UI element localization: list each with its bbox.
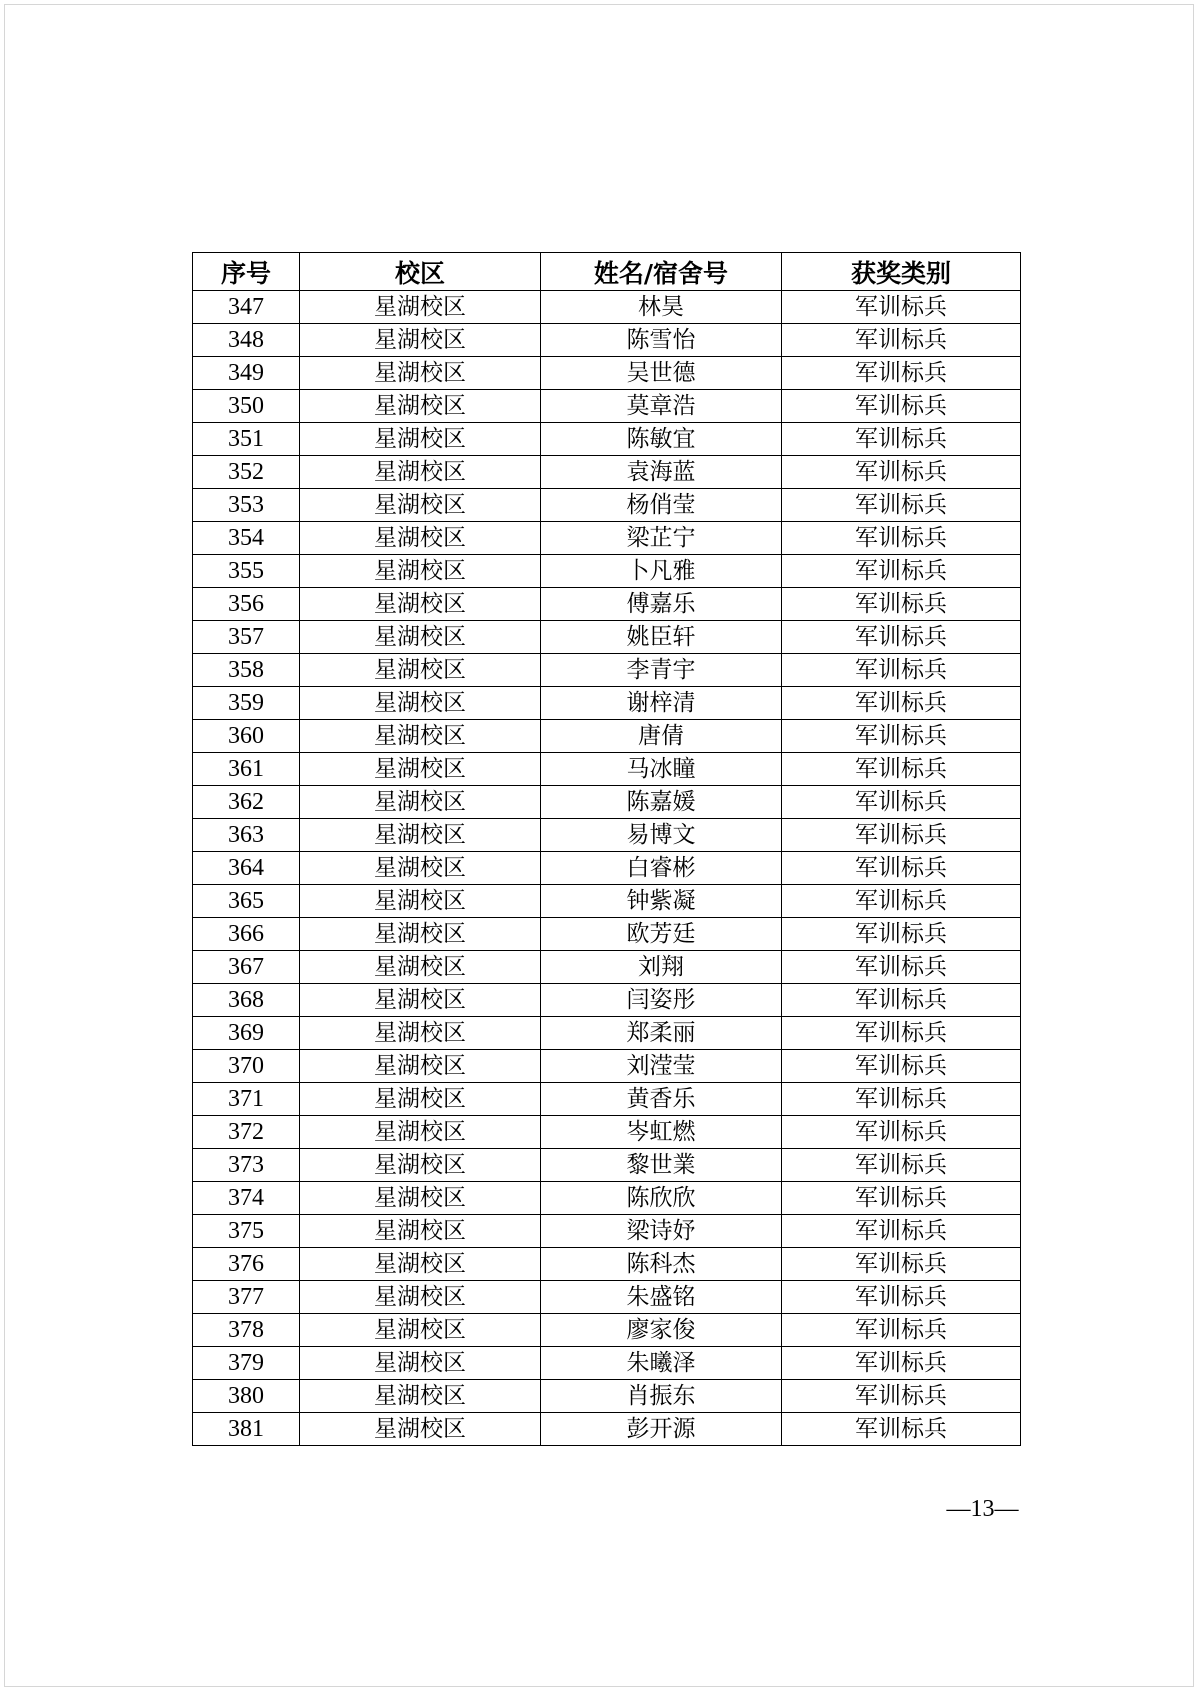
table-row xyxy=(193,885,1021,918)
cell-campus: 星湖校区 xyxy=(300,1413,541,1446)
table-row xyxy=(193,456,1021,489)
cell-campus: 星湖校区 xyxy=(300,786,541,819)
cell-award-category: 军训标兵 xyxy=(782,786,1021,819)
cell-campus: 星湖校区 xyxy=(300,852,541,885)
cell-campus: 星湖校区 xyxy=(300,555,541,588)
table-row xyxy=(193,1314,1021,1347)
cell-serial-number: 356 xyxy=(193,588,300,621)
cell-serial-number: 352 xyxy=(193,456,300,489)
award-table xyxy=(192,252,1021,1446)
cell-campus: 星湖校区 xyxy=(300,951,541,984)
cell-campus: 星湖校区 xyxy=(300,621,541,654)
cell-serial-number: 372 xyxy=(193,1116,300,1149)
table-row xyxy=(193,489,1021,522)
table-row xyxy=(193,324,1021,357)
cell-campus: 星湖校区 xyxy=(300,1149,541,1182)
table-row xyxy=(193,1116,1021,1149)
cell-serial-number: 351 xyxy=(193,423,300,456)
cell-campus: 星湖校区 xyxy=(300,1314,541,1347)
cell-award-category: 军训标兵 xyxy=(782,720,1021,753)
cell-award-category: 军训标兵 xyxy=(782,390,1021,423)
table-row xyxy=(193,654,1021,687)
cell-award-category: 军训标兵 xyxy=(782,324,1021,357)
cell-serial-number: 360 xyxy=(193,720,300,753)
cell-award-category: 军训标兵 xyxy=(782,753,1021,786)
cell-serial-number: 355 xyxy=(193,555,300,588)
cell-award-category: 军训标兵 xyxy=(782,1380,1021,1413)
cell-name: 刘翔 xyxy=(541,951,782,984)
cell-name: 林昊 xyxy=(541,291,782,324)
cell-name: 郑柔丽 xyxy=(541,1017,782,1050)
cell-name: 袁海蓝 xyxy=(541,456,782,489)
cell-name: 彭开源 xyxy=(541,1413,782,1446)
cell-name: 唐倩 xyxy=(541,720,782,753)
cell-serial-number: 367 xyxy=(193,951,300,984)
table-header-row xyxy=(193,253,1021,291)
cell-serial-number: 359 xyxy=(193,687,300,720)
table-row xyxy=(193,951,1021,984)
cell-serial-number: 364 xyxy=(193,852,300,885)
table-row xyxy=(193,918,1021,951)
cell-name: 朱曦泽 xyxy=(541,1347,782,1380)
cell-name: 莫章浩 xyxy=(541,390,782,423)
cell-name: 肖振东 xyxy=(541,1380,782,1413)
cell-serial-number: 361 xyxy=(193,753,300,786)
cell-award-category: 军训标兵 xyxy=(782,1083,1021,1116)
cell-award-category: 军训标兵 xyxy=(782,456,1021,489)
header-campus: 校区 xyxy=(300,253,541,291)
table-row xyxy=(193,390,1021,423)
cell-award-category: 军训标兵 xyxy=(782,1149,1021,1182)
cell-serial-number: 365 xyxy=(193,885,300,918)
cell-name: 陈欣欣 xyxy=(541,1182,782,1215)
cell-campus: 星湖校区 xyxy=(300,1050,541,1083)
table-row xyxy=(193,588,1021,621)
cell-campus: 星湖校区 xyxy=(300,1248,541,1281)
cell-award-category: 军训标兵 xyxy=(782,357,1021,390)
cell-serial-number: 379 xyxy=(193,1347,300,1380)
header-award-category: 获奖类别 xyxy=(782,253,1021,291)
cell-award-category: 军训标兵 xyxy=(782,1017,1021,1050)
cell-name: 李青宇 xyxy=(541,654,782,687)
cell-campus: 星湖校区 xyxy=(300,720,541,753)
cell-campus: 星湖校区 xyxy=(300,390,541,423)
cell-award-category: 军训标兵 xyxy=(782,1050,1021,1083)
cell-award-category: 军训标兵 xyxy=(782,951,1021,984)
cell-serial-number: 347 xyxy=(193,291,300,324)
cell-award-category: 军训标兵 xyxy=(782,819,1021,852)
cell-name: 谢梓清 xyxy=(541,687,782,720)
table-row xyxy=(193,1017,1021,1050)
table-row xyxy=(193,1281,1021,1314)
cell-campus: 星湖校区 xyxy=(300,489,541,522)
table-row xyxy=(193,1149,1021,1182)
page-number: —13— xyxy=(946,1496,1019,1522)
cell-name: 闫姿彤 xyxy=(541,984,782,1017)
cell-award-category: 军训标兵 xyxy=(782,885,1021,918)
cell-name: 马冰瞳 xyxy=(541,753,782,786)
cell-award-category: 军训标兵 xyxy=(782,687,1021,720)
table-row xyxy=(193,753,1021,786)
header-name-dorm: 姓名/宿舍号 xyxy=(541,253,782,291)
cell-campus: 星湖校区 xyxy=(300,984,541,1017)
cell-name: 陈雪怡 xyxy=(541,324,782,357)
cell-award-category: 军训标兵 xyxy=(782,489,1021,522)
cell-campus: 星湖校区 xyxy=(300,1380,541,1413)
cell-award-category: 军训标兵 xyxy=(782,1248,1021,1281)
cell-award-category: 军训标兵 xyxy=(782,1347,1021,1380)
cell-name: 卜凡雅 xyxy=(541,555,782,588)
cell-campus: 星湖校区 xyxy=(300,1347,541,1380)
cell-serial-number: 349 xyxy=(193,357,300,390)
cell-name: 陈嘉媛 xyxy=(541,786,782,819)
cell-serial-number: 375 xyxy=(193,1215,300,1248)
cell-award-category: 军训标兵 xyxy=(782,654,1021,687)
table-row xyxy=(193,522,1021,555)
cell-name: 陈敏宜 xyxy=(541,423,782,456)
table-row xyxy=(193,1050,1021,1083)
cell-award-category: 军训标兵 xyxy=(782,918,1021,951)
cell-campus: 星湖校区 xyxy=(300,291,541,324)
table-row xyxy=(193,357,1021,390)
cell-campus: 星湖校区 xyxy=(300,1281,541,1314)
cell-campus: 星湖校区 xyxy=(300,885,541,918)
cell-serial-number: 371 xyxy=(193,1083,300,1116)
cell-award-category: 军训标兵 xyxy=(782,555,1021,588)
cell-name: 梁诗妤 xyxy=(541,1215,782,1248)
table-row xyxy=(193,720,1021,753)
cell-serial-number: 366 xyxy=(193,918,300,951)
table-row xyxy=(193,1215,1021,1248)
table-row xyxy=(193,1347,1021,1380)
cell-campus: 星湖校区 xyxy=(300,324,541,357)
table-row xyxy=(193,621,1021,654)
cell-name: 廖家俊 xyxy=(541,1314,782,1347)
cell-campus: 星湖校区 xyxy=(300,588,541,621)
cell-serial-number: 380 xyxy=(193,1380,300,1413)
table-row xyxy=(193,291,1021,324)
cell-serial-number: 348 xyxy=(193,324,300,357)
cell-serial-number: 369 xyxy=(193,1017,300,1050)
cell-serial-number: 368 xyxy=(193,984,300,1017)
cell-campus: 星湖校区 xyxy=(300,522,541,555)
cell-campus: 星湖校区 xyxy=(300,819,541,852)
cell-name: 杨俏莹 xyxy=(541,489,782,522)
cell-award-category: 军训标兵 xyxy=(782,1314,1021,1347)
cell-name: 刘滢莹 xyxy=(541,1050,782,1083)
cell-campus: 星湖校区 xyxy=(300,1083,541,1116)
cell-campus: 星湖校区 xyxy=(300,357,541,390)
table-row xyxy=(193,555,1021,588)
table-row xyxy=(193,984,1021,1017)
cell-award-category: 军训标兵 xyxy=(782,1215,1021,1248)
cell-name: 傅嘉乐 xyxy=(541,588,782,621)
table-row xyxy=(193,687,1021,720)
cell-name: 姚臣轩 xyxy=(541,621,782,654)
cell-serial-number: 363 xyxy=(193,819,300,852)
cell-campus: 星湖校区 xyxy=(300,423,541,456)
cell-name: 岑虹燃 xyxy=(541,1116,782,1149)
table-row xyxy=(193,423,1021,456)
cell-campus: 星湖校区 xyxy=(300,1116,541,1149)
table-row xyxy=(193,1083,1021,1116)
table-row xyxy=(193,1248,1021,1281)
cell-name: 白睿彬 xyxy=(541,852,782,885)
cell-award-category: 军训标兵 xyxy=(782,522,1021,555)
table-row xyxy=(193,1413,1021,1446)
table-row xyxy=(193,1182,1021,1215)
cell-campus: 星湖校区 xyxy=(300,1215,541,1248)
cell-name: 陈科杰 xyxy=(541,1248,782,1281)
cell-serial-number: 377 xyxy=(193,1281,300,1314)
cell-serial-number: 373 xyxy=(193,1149,300,1182)
cell-serial-number: 381 xyxy=(193,1413,300,1446)
cell-award-category: 军训标兵 xyxy=(782,291,1021,324)
cell-campus: 星湖校区 xyxy=(300,918,541,951)
header-serial-number: 序号 xyxy=(193,253,300,291)
cell-serial-number: 354 xyxy=(193,522,300,555)
cell-serial-number: 362 xyxy=(193,786,300,819)
cell-award-category: 军训标兵 xyxy=(782,1413,1021,1446)
table-row xyxy=(193,1380,1021,1413)
cell-serial-number: 357 xyxy=(193,621,300,654)
cell-name: 吴世德 xyxy=(541,357,782,390)
cell-award-category: 军训标兵 xyxy=(782,1182,1021,1215)
cell-name: 朱盛铭 xyxy=(541,1281,782,1314)
cell-serial-number: 350 xyxy=(193,390,300,423)
cell-campus: 星湖校区 xyxy=(300,456,541,489)
cell-name: 钟紫凝 xyxy=(541,885,782,918)
cell-award-category: 军训标兵 xyxy=(782,588,1021,621)
cell-award-category: 军训标兵 xyxy=(782,984,1021,1017)
cell-award-category: 军训标兵 xyxy=(782,1281,1021,1314)
table-row xyxy=(193,819,1021,852)
cell-serial-number: 378 xyxy=(193,1314,300,1347)
cell-name: 梁芷宁 xyxy=(541,522,782,555)
table-row xyxy=(193,852,1021,885)
cell-serial-number: 376 xyxy=(193,1248,300,1281)
cell-award-category: 军训标兵 xyxy=(782,852,1021,885)
cell-campus: 星湖校区 xyxy=(300,1017,541,1050)
cell-name: 欧芳廷 xyxy=(541,918,782,951)
cell-name: 黄香乐 xyxy=(541,1083,782,1116)
table-body xyxy=(193,291,1021,1446)
cell-serial-number: 374 xyxy=(193,1182,300,1215)
cell-award-category: 军训标兵 xyxy=(782,1116,1021,1149)
table-row xyxy=(193,786,1021,819)
cell-name: 黎世業 xyxy=(541,1149,782,1182)
cell-serial-number: 358 xyxy=(193,654,300,687)
cell-campus: 星湖校区 xyxy=(300,753,541,786)
cell-campus: 星湖校区 xyxy=(300,654,541,687)
cell-campus: 星湖校区 xyxy=(300,687,541,720)
cell-award-category: 军训标兵 xyxy=(782,621,1021,654)
cell-serial-number: 370 xyxy=(193,1050,300,1083)
cell-award-category: 军训标兵 xyxy=(782,423,1021,456)
cell-serial-number: 353 xyxy=(193,489,300,522)
cell-campus: 星湖校区 xyxy=(300,1182,541,1215)
cell-name: 易博文 xyxy=(541,819,782,852)
